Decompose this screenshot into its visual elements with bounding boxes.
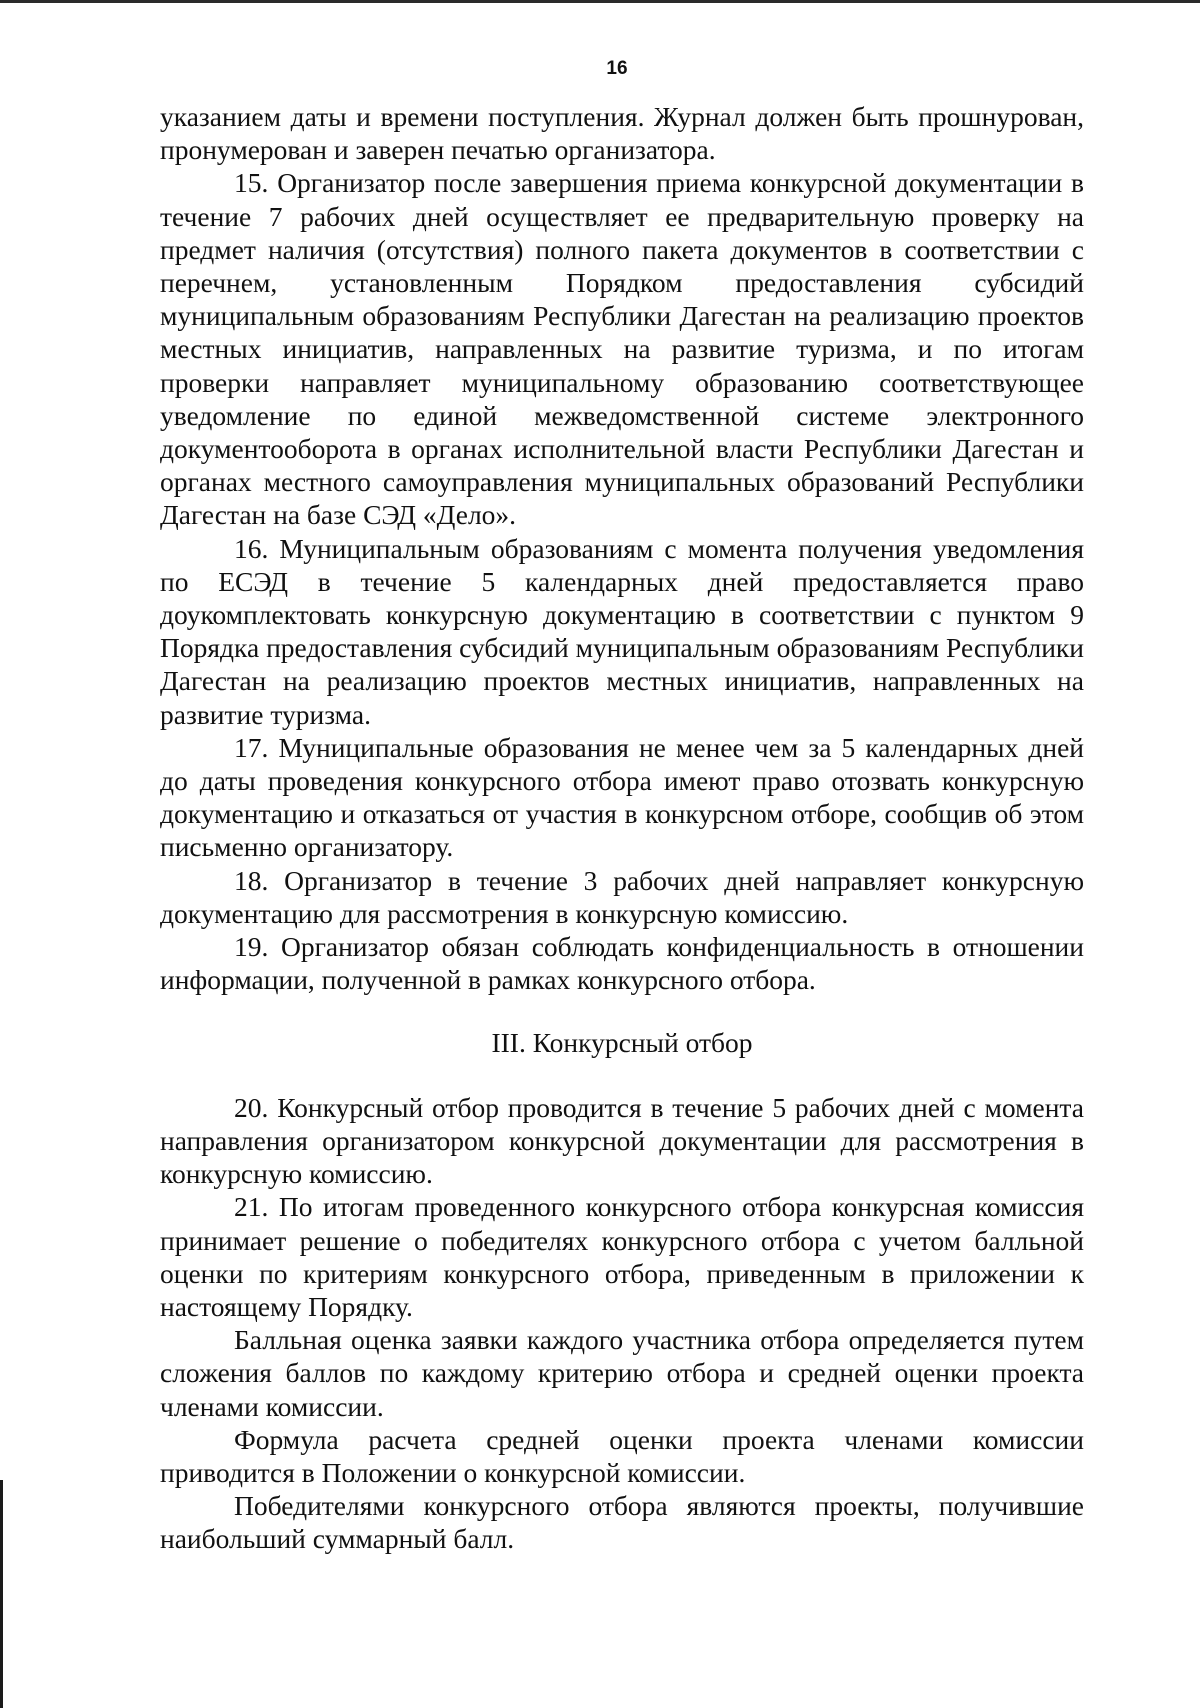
paragraph-18: 18. Организатор в течение 3 рабочих дней направляет конкурсную документацию для рассмотрения в конкурсную комиссию. bbox=[160, 864, 1084, 929]
paragraph-21: 21. По итогам проведенного конкурсного отбора конкурсная комиссия принимает решение о победителях конкурсного отбора с учетом балльной оценки по критериям конкурсного отбора, приведенным в приложении к настоящему Порядку. bbox=[160, 1191, 1084, 1322]
section-heading: III. Конкурсный отбор bbox=[491, 1027, 753, 1059]
paragraph-20: 20. Конкурсный отбор проводится в течение 5 рабочих дней с момента направления организатором конкурсной документации для рассмотрения в конкурсную комиссию. bbox=[160, 1091, 1084, 1190]
scan-edge-left bbox=[0, 1480, 3, 1708]
paragraph-continuation: указанием даты и времени поступления. Журнал должен быть прошнурован, пронумерован и заверен печатью организатора. bbox=[160, 101, 1084, 166]
paragraph-score-assessment: Балльная оценка заявки каждого участника отбора определяется путем сложения баллов по каждому критерию отбора и средней оценки проекта членами комиссии. bbox=[160, 1324, 1084, 1422]
paragraph-17: 17. Муниципальные образования не менее чем за 5 календарных дней до даты проведения конкурсного отбора имеют право отозвать конкурсную документацию и отказаться от участия в конкурсном отборе, сообщив об этом письменно организатору. bbox=[160, 731, 1084, 863]
document-body bbox=[160, 100, 1084, 1556]
paragraph-15: 15. Организатор после завершения приема конкурсной документации в течение 7 рабочих дней осуществляет ее предварительную проверку на предмет наличия (отсутствия) полного пакета документов в соответствии с перечнем, установленным Порядком предоставления субсидий муниципальным образованиям Республики Дагестан на реализацию проектов местных инициатив, направленных на развитие туризма, и по итогам проверки направляет муниципальному образованию соответствующее уведомление по единой межведомственной системе электронного документооборота в органах исполнительной власти Республики Дагестан и органах местного самоуправления муниципальных образований Республики Дагестан на базе СЭД «Дело». bbox=[160, 167, 1084, 531]
page-number: 16 bbox=[606, 58, 628, 79]
paragraph-16: 16. Муниципальным образованиям с момента получения уведомления по ЕСЭД в течение 5 календарных дней предоставляется право доукомплектовать конкурсную документацию в соответствии с пунктом 9 Порядка предоставления субсидий муниципальным образованиям Республики Дагестан на реализацию проектов местных инициатив, направленных на развитие туризма. bbox=[160, 532, 1084, 730]
paragraph-winners: Победителями конкурсного отбора являются проекты, получившие наибольший суммарный балл. bbox=[160, 1490, 1084, 1555]
paragraph-19: 19. Организатор обязан соблюдать конфиденциальность в отношении информации, полученной в рамках конкурсного отбора. bbox=[160, 931, 1084, 996]
scan-edge-top bbox=[0, 0, 1200, 3]
paragraph-formula: Формула расчета средней оценки проекта членами комиссии приводится в Положении о конкурсной комиссии. bbox=[160, 1423, 1084, 1488]
